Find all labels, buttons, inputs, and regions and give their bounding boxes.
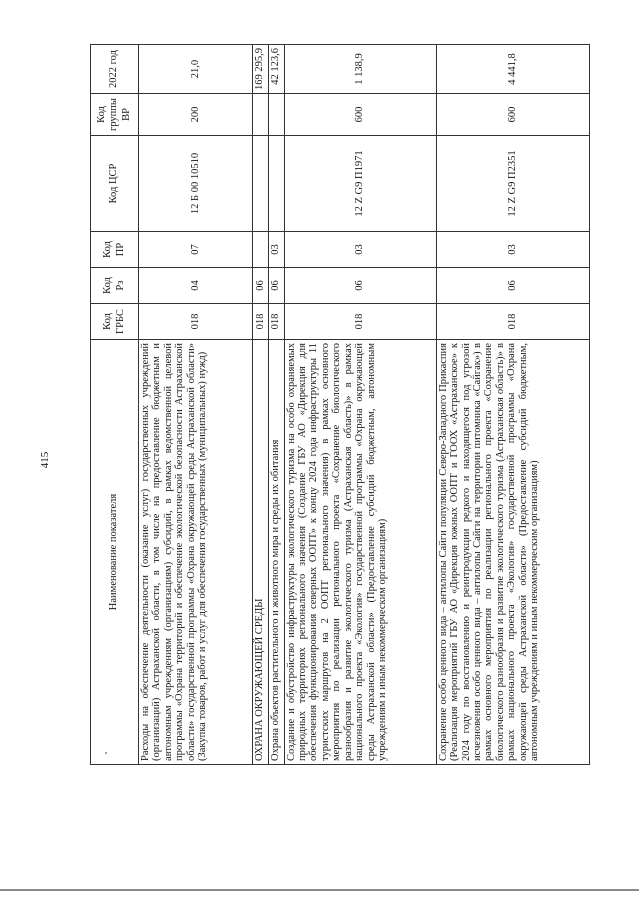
table-row [139,45,253,765]
cell-csr [253,136,269,232]
cell-grbs: 018 [436,304,589,340]
header-name: Наименование показателя [91,340,139,765]
cell-pr: 03 [284,232,436,268]
cell-vr: 600 [436,94,589,136]
cell-name: Создание и обустройство инфраструктуры экологического туризма на особо охраняемых природных территориях регионального значения (Создание ГБУ АО «Дирекция для обеспечения функционирования северных ООПТ» к концу 2024 года инфраструктуры 11 туристских маршрутов на 2 ООПТ регионального значения) в рамках основного мероприятия по реализации регионального проекта «Сохранение биологического разнообразия и развитие экологического туризма (Астраханская область)» в рамках национального проекта «Экология» государственной программы «Охрана окружающей среды Астраханской области» (Предоставление субсидий бюджетным, автономным учреждениям и иным некоммерческим организациям) [284,340,436,765]
cell-vr: 600 [284,94,436,136]
table-row [284,45,436,765]
header-vr: Код группы ВР [91,94,139,136]
table-row [436,45,589,765]
cell-rz: 06 [436,268,589,304]
cell-vr [253,94,269,136]
cell-pr: 07 [139,232,253,268]
cell-name: ОХРАНА ОКРУЖАЮЩЕЙ СРЕДЫ [253,340,269,765]
header-pr: Код ПР [91,232,139,268]
cell-name: Расходы на обеспечение деятельности (оказание услуг) государственных учреждений (организаций) Астраханской области, в том числе на предоставление бюджетным и автономным учреждениям (организациям) субсидий, в рамках ведомственной целевой программы «Охрана территорий и обеспечение экологической безопасности Астраханской области» государственной программы «Охрана окружающей среды Астраханской области» (Закупка товаров, работ и услуг для обеспечения государственных (муниципальных) нужд) [139,340,253,765]
cell-grbs: 018 [139,304,253,340]
cell-grbs: 018 [253,304,269,340]
cell-rz: 06 [253,268,269,304]
cell-csr: 12 Z G9 П2351 [436,136,589,232]
cell-name: Охрана объектов растительного и животного мира и среды их обитания [268,340,284,765]
cell-value: 1 138,9 [284,45,436,94]
cell-grbs: 018 [284,304,436,340]
cell-rz: 06 [268,268,284,304]
cell-value: 169 295,9 [253,45,269,94]
cell-value: 21,0 [139,45,253,94]
cell-pr: 03 [436,232,589,268]
budget-table-rotated [90,45,590,765]
cell-rz: 04 [139,268,253,304]
cell-csr: 12 Б 00 10510 [139,136,253,232]
cell-csr: 12 Z G9 П1971 [284,136,436,232]
header-grbs: Код ГРБС [91,304,139,340]
cell-rz: 06 [284,268,436,304]
cell-vr: 200 [139,94,253,136]
cell-grbs: 018 [268,304,284,340]
scan-bottom-edge [0,889,639,891]
page-number: 415 [39,451,51,469]
cell-csr [268,136,284,232]
header-csr: Код ЦСР [91,136,139,232]
header-row [91,45,139,765]
cell-value: 4 441,8 [436,45,589,94]
table-row [268,45,284,765]
cell-name: Сохранение особо ценного вида – антилопы Сайги популяции Северо-Западного Прикаспия (Реализация мероприятий ГБУ АО «Дирекция южных ООПТ и ГООХ «Астраханское» к 2024 году по восстановлению и реинтродукции редкого и находящегося под угрозой исчезновения особо ценного вида – антилопы Сайги на территории питомника «Сайгак») в рамках основного мероприятия по реализации регионального проекта «Сохранение биологического разнообразия и развитие экологического туризма (Астраханская область)» в рамках национального проекта «Экология» государственной программы «Охрана окружающей среды Астраханской области» (Предоставление субсидий бюджетным, автономным учреждениям и иным некоммерческим организациям) [436,340,589,765]
table-row [253,45,269,765]
header-rz: Код Рз [91,268,139,304]
cell-value: 42 123,6 [268,45,284,94]
cell-vr [268,94,284,136]
cell-pr [253,232,269,268]
budget-table [90,44,590,765]
cell-pr: 03 [268,232,284,268]
header-2022: 2022 год [91,45,139,94]
